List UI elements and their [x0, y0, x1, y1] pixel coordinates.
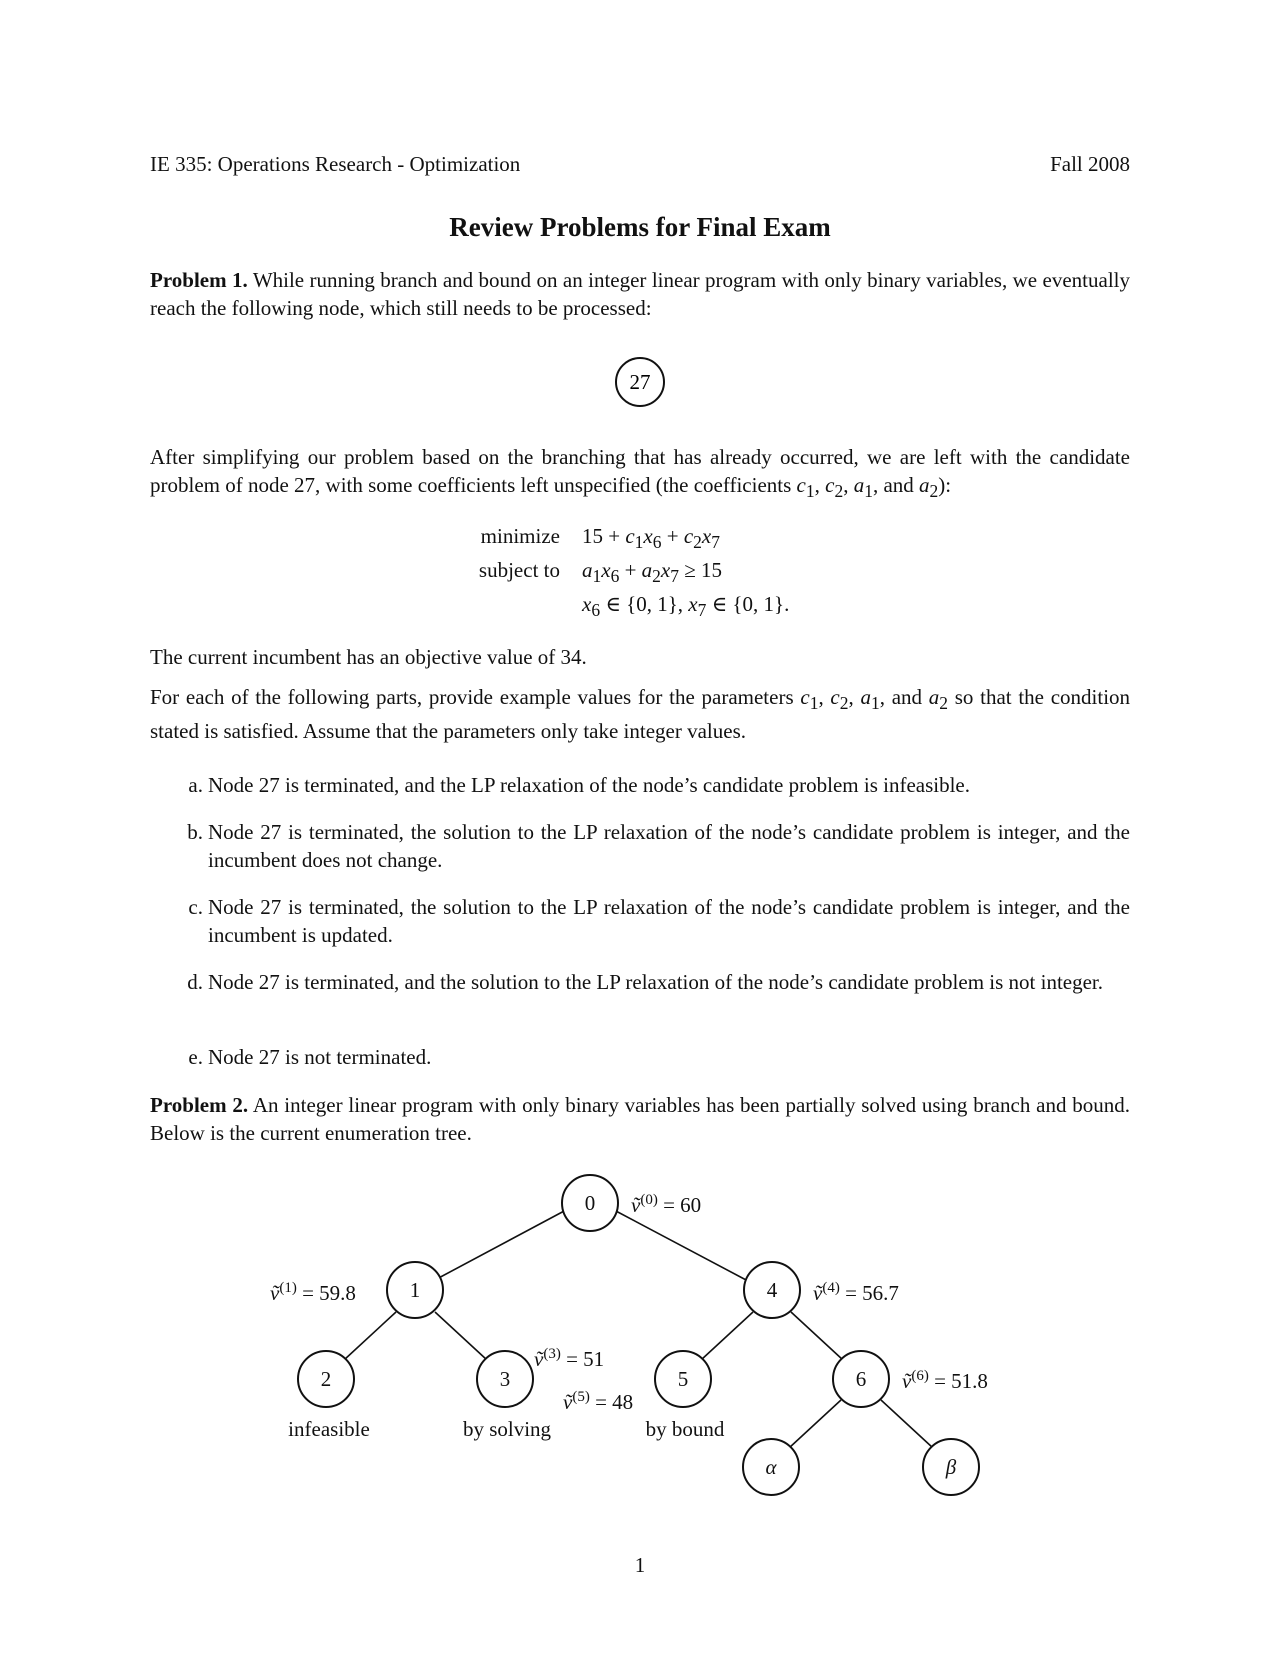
part-text: Node 27 is terminated, and the LP relaxation of the node’s candidate problem is infeasible. — [208, 773, 970, 797]
domain-x6: {0, 1} — [626, 592, 678, 616]
problem2-intro-text: An integer linear program with only binary variables has been partially solved using branch and bound. Below is the current enumeration tree. — [150, 1093, 1130, 1145]
instructions-text-b: so that the condition stated is satisfied. Assume that the parameters only take integer values. — [150, 685, 1131, 744]
incumbent-statement: The current incumbent has an objective value of 34. — [150, 645, 587, 669]
part-label: b. — [187, 820, 203, 844]
edge-6-beta — [881, 1400, 933, 1448]
domain-constraint: $x_6$ ∈ {0, 1}, $x_7$ ∈ {0, 1}. — [582, 592, 790, 621]
part-e — [175, 1043, 1130, 1071]
tree-node-6-label: 6 — [855, 1367, 867, 1391]
tree-node-5-label: 5 — [677, 1367, 689, 1391]
bound-node-1: ṽ$^{(1)}$ = 59.8 — [270, 1280, 356, 1305]
tree-node-1-label: 1 — [409, 1278, 421, 1302]
constraint-rhs: 15 — [701, 558, 723, 582]
bound-node-6: ṽ$^{(6)}$ = 51.8 — [902, 1368, 988, 1393]
bound-node-5: ṽ$^{(5)}$ = 48 — [563, 1389, 634, 1414]
part-d — [175, 968, 1130, 996]
course-title: IE 335: Operations Research - Optimization — [150, 152, 521, 176]
problem2-intro — [150, 1091, 1130, 1147]
node-27-label: 27 — [629, 370, 651, 394]
part-text: Node 27 is not terminated. — [208, 1045, 432, 1069]
page-number: 1 — [634, 1553, 646, 1577]
part-c — [175, 893, 1130, 949]
minimize-label: minimize — [480, 524, 560, 548]
bound-node-0: ṽ$^{(0)}$ = 60 — [631, 1192, 702, 1217]
tree-node-beta-label: β — [945, 1455, 957, 1479]
status-node-2: infeasible — [288, 1417, 370, 1441]
instructions: For each of the following parts, provide example values for the parameters $c_1$, $c_2$, $a_1$, and $a_2$ so that the condition stated is satisfied. Assume that the parameters only take integer values. — [150, 685, 1131, 744]
problem2-label: Problem 2. — [150, 1093, 249, 1117]
subject-to-label: subject to — [478, 558, 560, 582]
edge-1-3 — [435, 1312, 487, 1360]
page-title: Review Problems for Final Exam — [449, 212, 831, 242]
tree-node-0-label: 0 — [584, 1191, 596, 1215]
part-text: Node 27 is terminated, the solution to the LP relaxation of the node’s candidate problem is integer, and the incumbent is updated. — [208, 895, 1130, 947]
problem1-intro-text: While running branch and bound on an integer linear program with only binary variables, we eventually reach the following node, which still needs to be processed: — [150, 268, 1130, 320]
tree-node-4-label: 4 — [766, 1278, 778, 1302]
part-text: Node 27 is terminated, the solution to the LP relaxation of the node’s candidate problem is integer, and the incumbent does not change. — [208, 820, 1130, 872]
bound-node-4: ṽ$^{(4)}$ = 56.7 — [813, 1280, 899, 1305]
term: Fall 2008 — [1050, 152, 1130, 176]
tree-node-alpha-label: α — [765, 1455, 777, 1479]
part-b — [175, 818, 1130, 874]
objective-constant: 15 — [582, 524, 603, 548]
constraint: $a_1x_6 + a_2x_7 \ge 15$ — [582, 558, 723, 587]
edge-4-5 — [701, 1312, 753, 1360]
enumeration-tree — [0, 1150, 1280, 1520]
problem1-label: Problem 1. — [150, 268, 248, 292]
status-node-3: by solving — [462, 1417, 552, 1441]
problem1-setup: After simplifying our problem based on the branching that has already occurred, we are left with the candidate problem of node 27, with some coefficients left unspecified (the coefficients $c_1$, $c_2$, $a_1$, and $a_2$): — [150, 445, 1130, 502]
part-label: c. — [188, 895, 203, 919]
problem1-intro — [150, 266, 1130, 322]
edge-0-4 — [614, 1210, 748, 1281]
part-label: a. — [188, 773, 203, 797]
status-node-5: by bound — [645, 1417, 725, 1441]
edge-4-6 — [791, 1312, 843, 1360]
part-label: e. — [188, 1045, 203, 1069]
objective-function: $15 + c_1x_6 + c_2x_7$ — [582, 524, 720, 553]
edge-1-2 — [344, 1312, 396, 1360]
part-text: Node 27 is terminated, and the solution to the LP relaxation of the node’s candidate problem is not integer. — [208, 970, 1104, 994]
bound-node-3: ṽ$^{(3)}$ = 51 — [534, 1346, 605, 1371]
problem1-setup-text: After simplifying our problem based on the branching that has already occurred, we are left with the candidate problem of node 27, with some coefficients left unspecified (the coefficients — [150, 445, 1130, 497]
edge-0-1 — [433, 1210, 566, 1281]
instructions-text-a: For each of the following parts, provide example values for the parameters — [150, 685, 794, 709]
tree-node-3-label: 3 — [499, 1367, 511, 1391]
domain-x7: {0, 1} — [732, 592, 785, 616]
edge-6-alpha — [789, 1400, 841, 1448]
part-label: d. — [187, 970, 203, 994]
part-a — [175, 771, 1130, 799]
node-27-diagram — [600, 352, 680, 412]
tree-node-2-label: 2 — [320, 1367, 332, 1391]
